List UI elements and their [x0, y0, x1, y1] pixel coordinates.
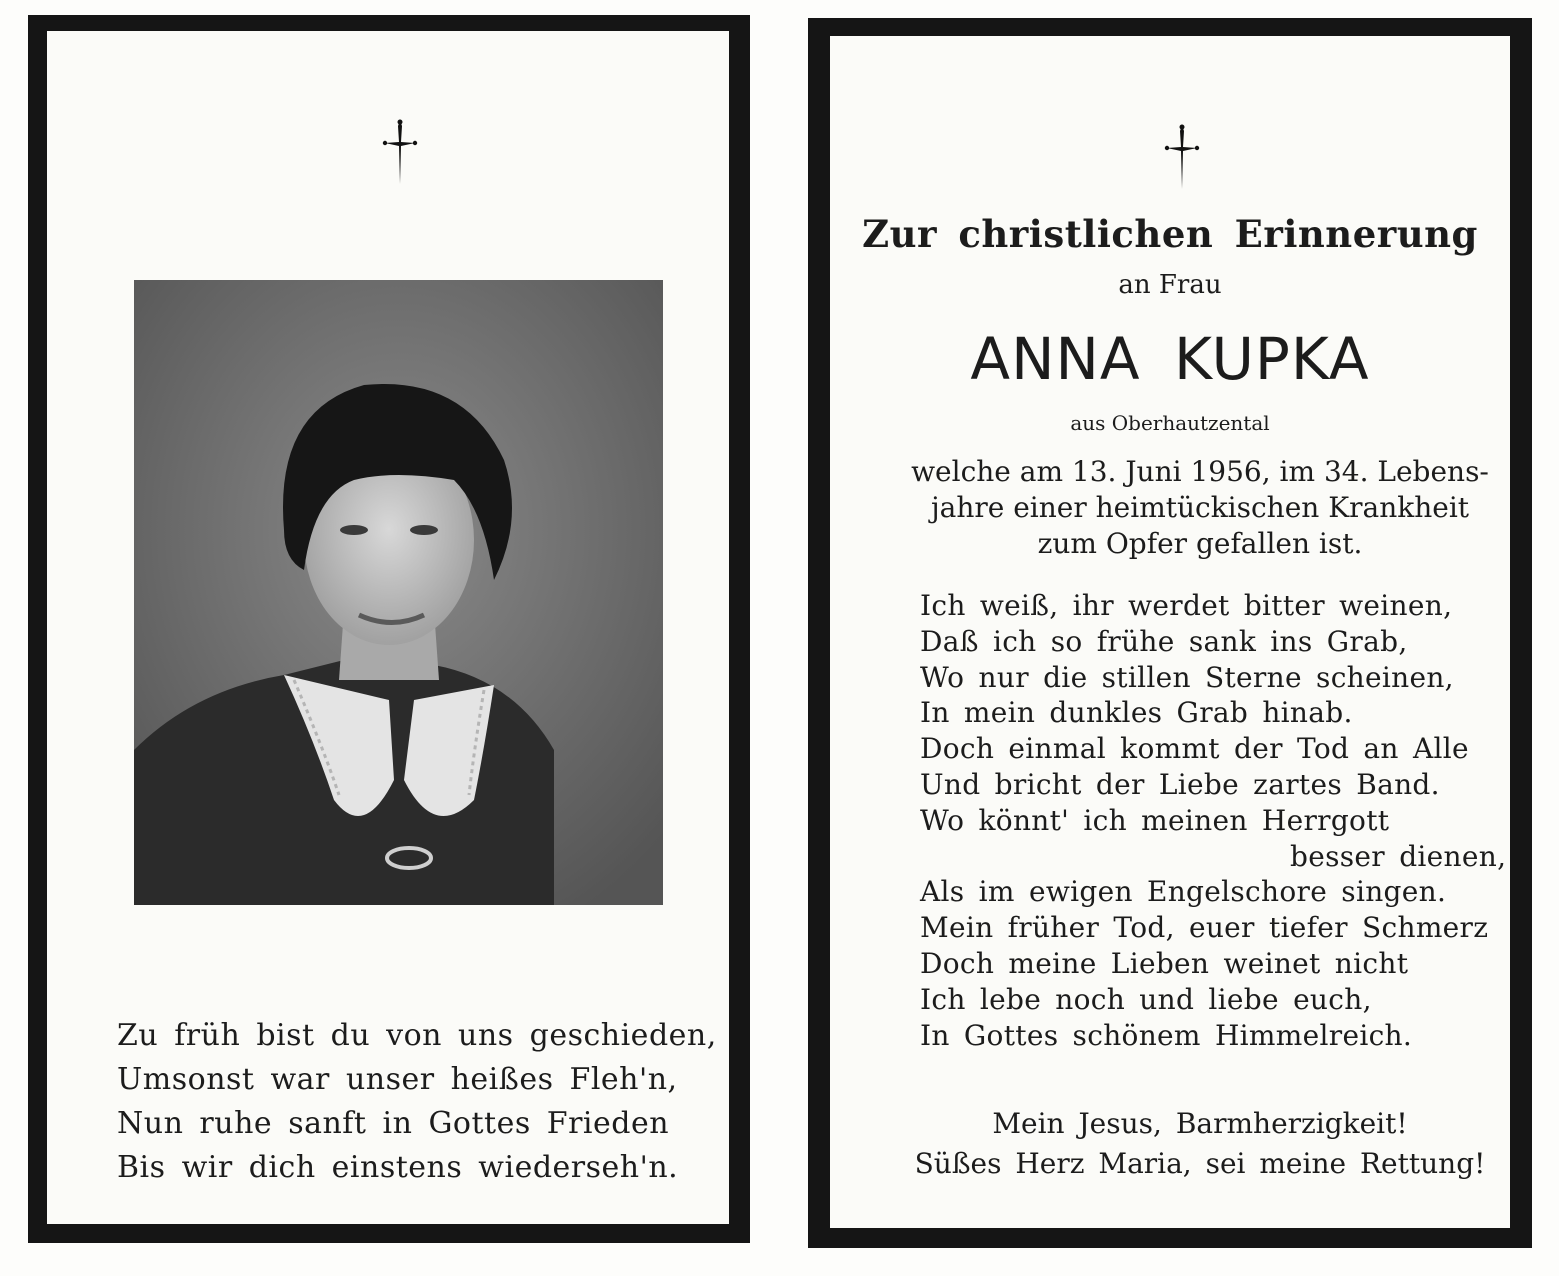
closing-prayer	[870, 1104, 1530, 1184]
portrait-photo	[134, 280, 663, 905]
cross-icon	[1162, 121, 1202, 191]
poem-line: besser dienen,	[1290, 839, 1507, 873]
memorial-verse	[117, 1014, 717, 1190]
left-card-border	[28, 15, 750, 1243]
poem-line: Doch meine Lieben weinet nicht	[920, 946, 1409, 980]
verse-line: Zu früh bist du von uns geschieden,	[117, 1018, 717, 1053]
right-card	[830, 36, 1510, 1228]
poem-line: Wo könnt' ich meinen Herrgott	[920, 803, 1390, 837]
poem-line: Wo nur die stillen Sterne scheinen,	[920, 660, 1454, 694]
poem-line: Als im ewigen Engelschore singen.	[920, 875, 1447, 909]
announcement-line: jahre einer heimtückischen Krankheit	[930, 491, 1470, 524]
hometown: aus Oberhautzental	[1070, 411, 1270, 435]
memorial-poem	[920, 588, 1520, 1053]
announcement-line: welche am 13. Juni 1956, im 34. Lebens-	[911, 455, 1489, 488]
poem-line: Ich lebe noch und liebe euch,	[920, 982, 1372, 1016]
verse-line: Umsonst war unser heißes Fleh'n,	[117, 1062, 678, 1097]
card-heading: Zur christlichen Erinnerung	[862, 212, 1478, 256]
verse-line: Nun ruhe sanft in Gottes Frieden	[117, 1106, 670, 1141]
poem-line: In mein dunkles Grab hinab.	[920, 696, 1353, 730]
prayer-line: Süßes Herz Maria, sei meine Rettung!	[914, 1147, 1486, 1180]
right-card-border	[808, 18, 1532, 1248]
verse-line: Bis wir dich einstens wiederseh'n.	[117, 1150, 679, 1185]
poem-line: Daß ich so frühe sank ins Grab,	[920, 624, 1408, 658]
cross-icon	[380, 116, 420, 186]
deceased-name: ANNA KUPKA	[970, 325, 1370, 393]
poem-line: Doch einmal kommt der Tod an Alle	[920, 732, 1469, 766]
poem-line: Mein früher Tod, euer tiefer Schmerz	[920, 911, 1489, 945]
poem-line: Ich weiß, ihr werdet bitter weinen,	[920, 589, 1453, 622]
left-card	[47, 31, 729, 1224]
prayer-line: Mein Jesus, Barmherzigkeit!	[992, 1107, 1408, 1140]
poem-line: In Gottes schönem Himmelreich.	[920, 1018, 1413, 1052]
portrait-illustration	[134, 280, 663, 905]
salutation: an Frau	[1118, 270, 1222, 300]
death-announcement	[900, 454, 1500, 562]
poem-line: Und bricht der Liebe zartes Band.	[920, 767, 1440, 801]
announcement-line: zum Opfer gefallen ist.	[1037, 527, 1363, 560]
